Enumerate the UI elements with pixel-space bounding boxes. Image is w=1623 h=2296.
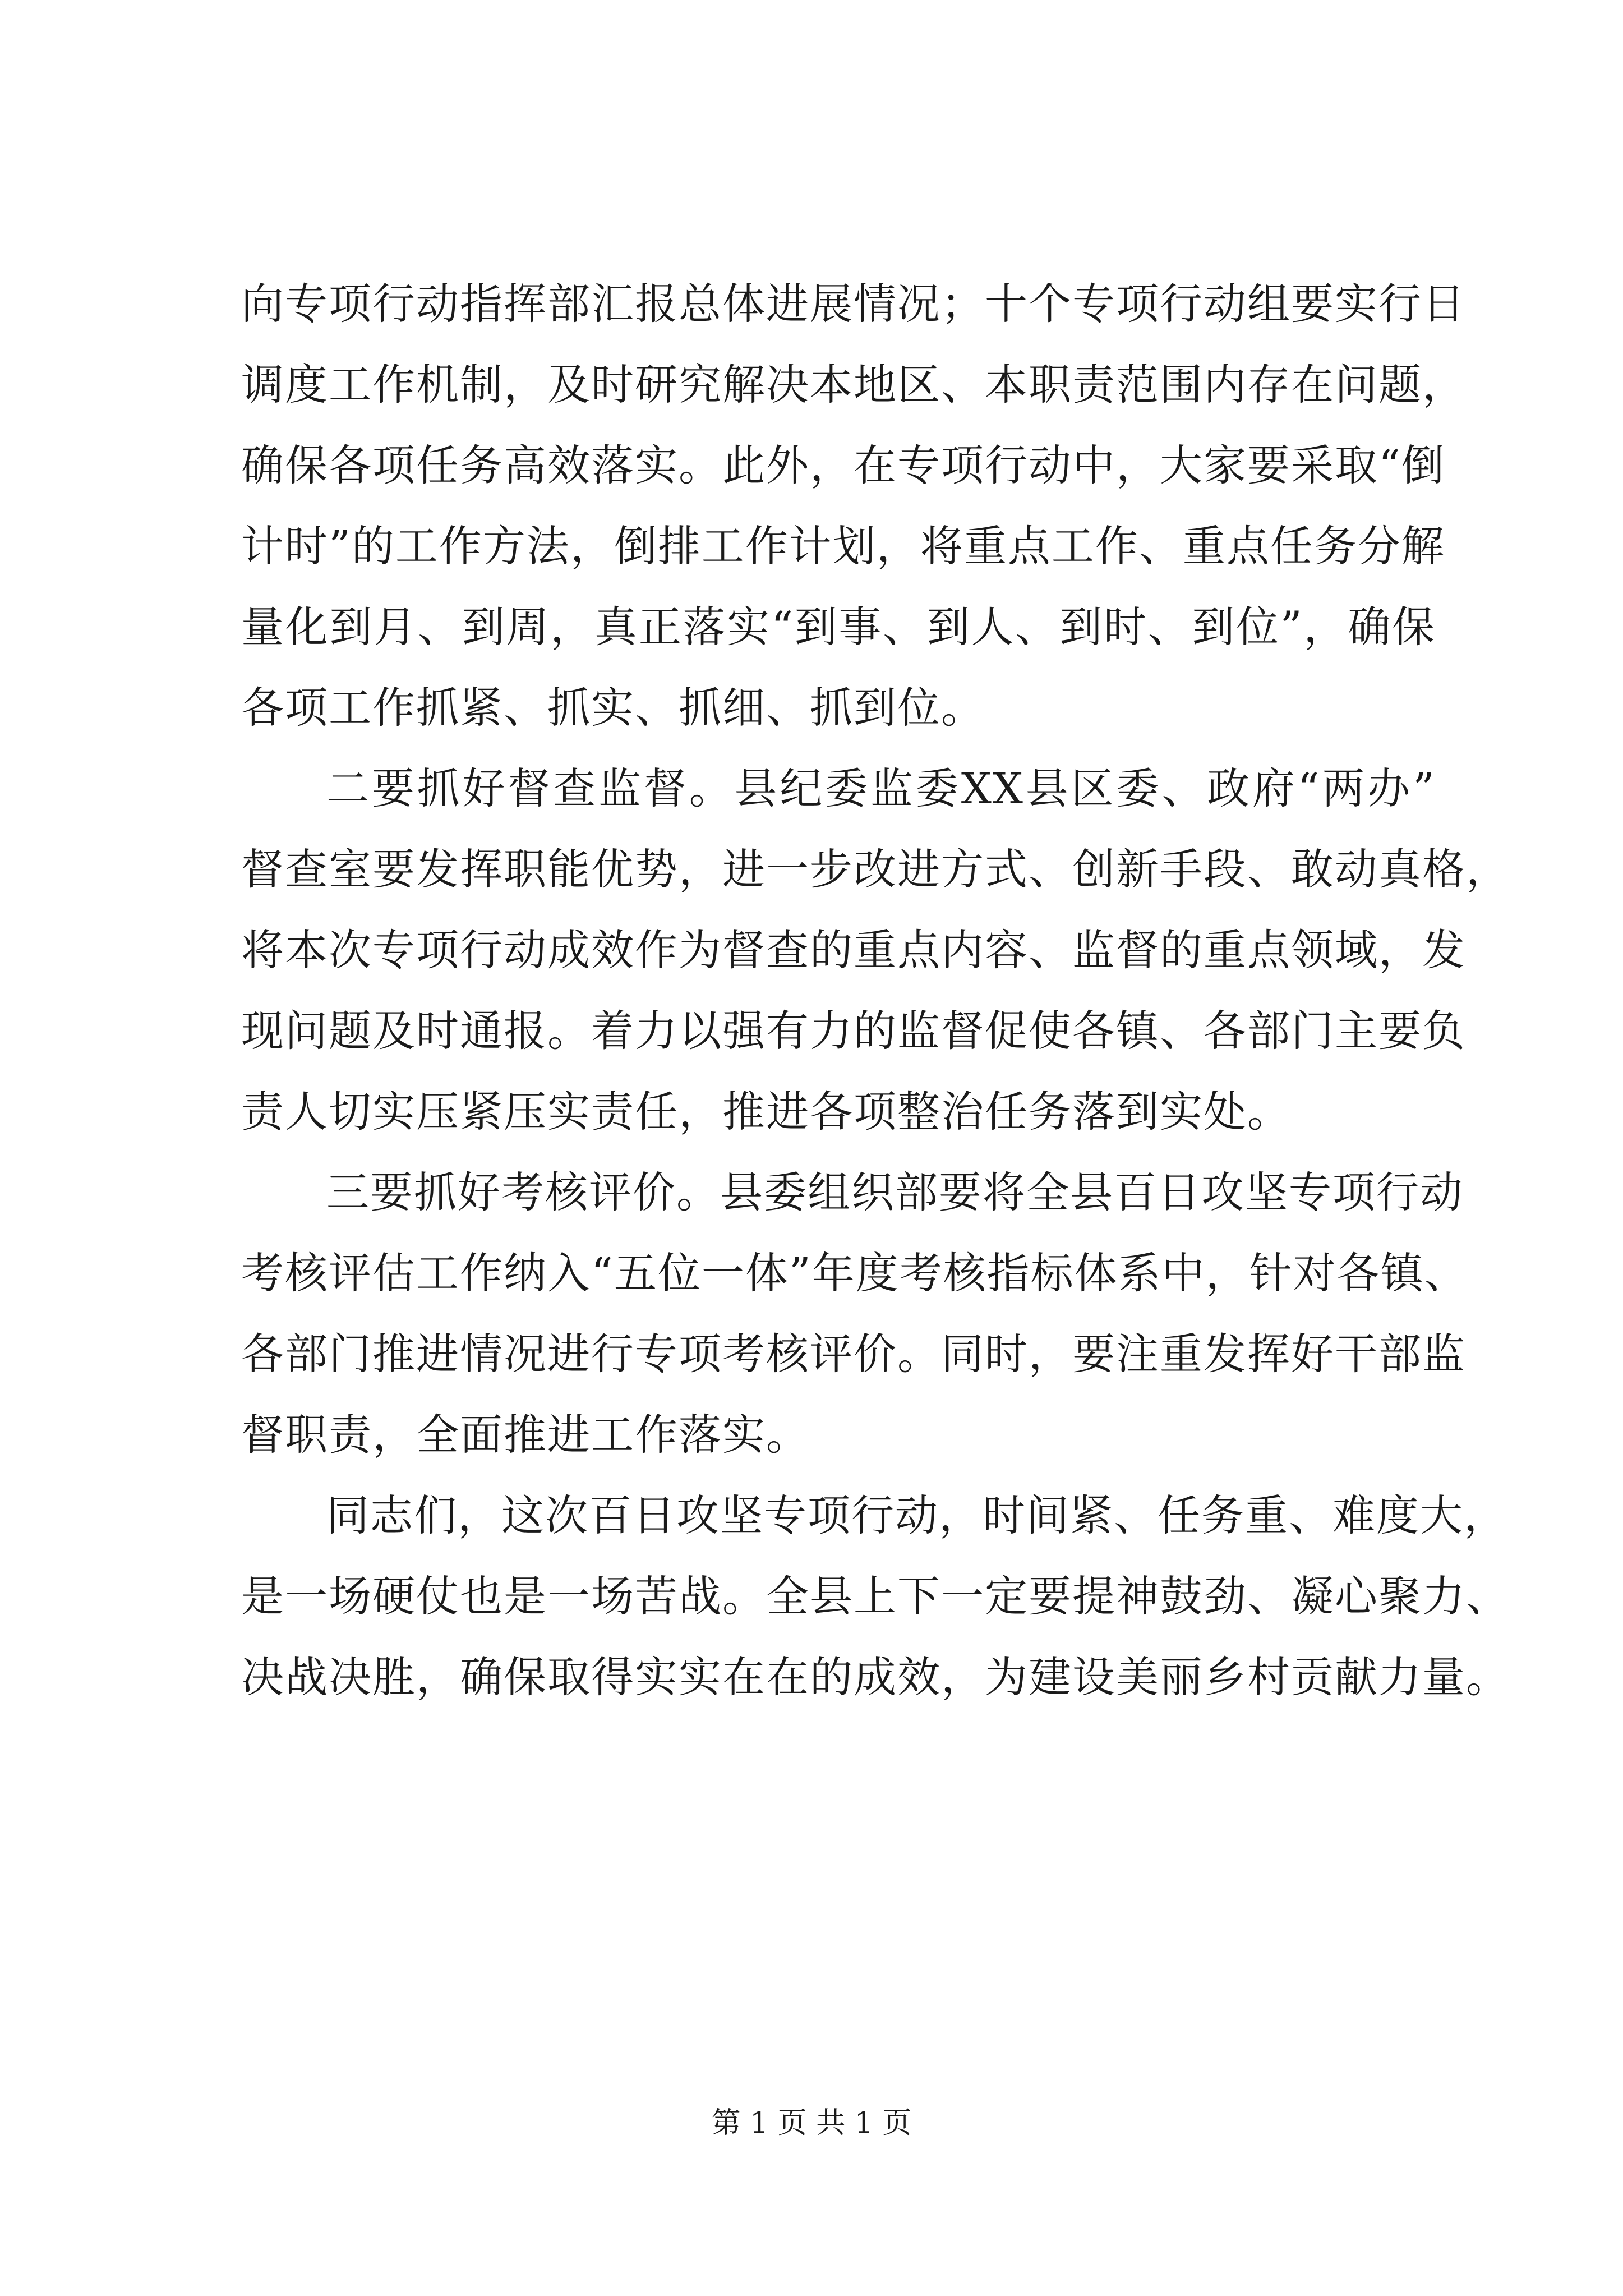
text-line: 二要抓好督查监督。县纪委监委XX县区委、政府“两办”: [326, 763, 1436, 813]
text-line: 量化到月、到周，真正落实“到事、到人、到时、到位”，确保: [241, 602, 1436, 652]
text-line: 各项工作抓紧、抓实、抓细、抓到位。: [241, 683, 985, 733]
text-line: 督职责，全面推进工作落实。: [241, 1410, 810, 1460]
text-line: 三要抓好考核评价。县委组织部要将全县百日攻坚专项行动: [326, 1167, 1464, 1217]
text-line: 确保各项任务高效落实。此外，在专项行动中，大家要采取“倒: [241, 440, 1445, 490]
text-line: 调度工作机制，及时研究解决本地区、本职责范围内存在问题，: [241, 360, 1466, 409]
text-line: 考核评估工作纳入“五位一体”年度考核指标体系中，针对各镇、: [241, 1248, 1468, 1298]
text-line: 是一场硬仗也是一场苦战。全县上下一定要提神鼓劲、凝心聚力、: [241, 1571, 1510, 1621]
text-line: 向专项行动指挥部汇报总体进展情况；十个专项行动组要实行日: [241, 279, 1466, 329]
text-line: 计时”的工作方法，倒排工作计划，将重点工作、重点任务分解: [241, 521, 1445, 571]
text-line: 责人切实压紧压实责任，推进各项整治任务落到实处。: [241, 1087, 1291, 1137]
text-line: 将本次专项行动成效作为督查的重点内容、监督的重点领域，发: [241, 925, 1466, 975]
text-line: 决战决胜，确保取得实实在在的成效，为建设美丽乡村贡献力量。: [241, 1652, 1510, 1702]
text-line: 各部门推进情况进行专项考核评价。同时，要注重发挥好干部监: [241, 1329, 1466, 1379]
text-line: 同志们，这次百日攻坚专项行动，时间紧、任务重、难度大，: [326, 1490, 1507, 1540]
page-footer: 第 1 页 共 1 页: [711, 2106, 912, 2140]
text-line: 现问题及时通报。着力以强有力的监督促使各镇、各部门主要负: [241, 1006, 1466, 1056]
text-line: 督查室要发挥职能优势，进一步改进方式、创新手段、敢动真格，: [241, 844, 1510, 894]
document-body: [241, 264, 1510, 1718]
